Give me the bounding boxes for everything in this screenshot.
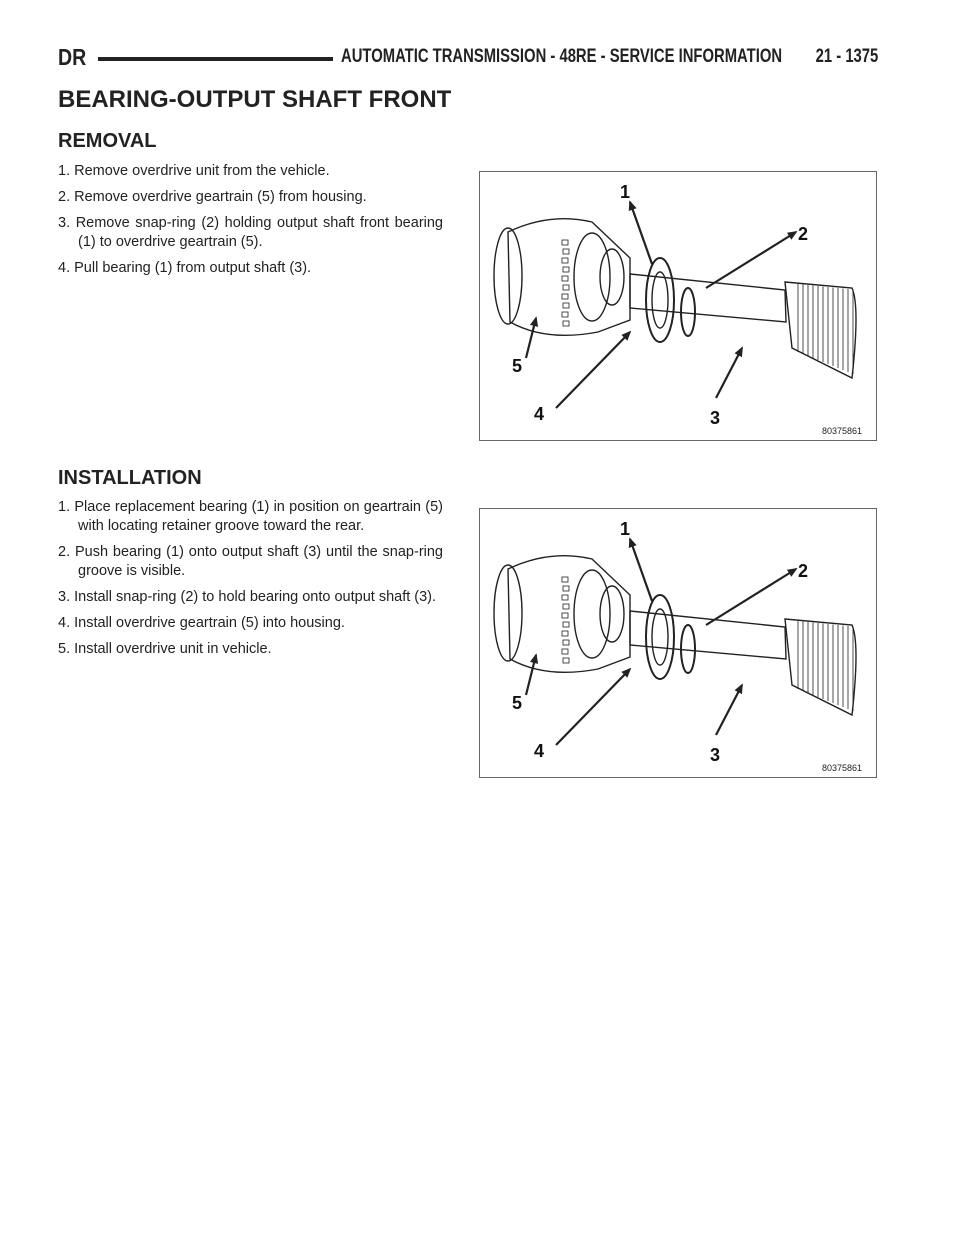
callout-1: 1 xyxy=(620,182,631,202)
geartrain-drum xyxy=(508,219,630,336)
figure-code: 80375861 xyxy=(821,426,862,436)
bearing-inner xyxy=(652,272,668,328)
installation-figure xyxy=(479,508,877,778)
page-title: BEARING-OUTPUT SHAFT FRONT xyxy=(58,86,452,113)
arrow-head xyxy=(531,318,537,326)
snap-ring xyxy=(681,288,695,336)
snap-ring xyxy=(681,625,695,673)
leader-arrow xyxy=(706,232,796,288)
installation-heading: INSTALLATION xyxy=(58,467,202,489)
bearing-outer xyxy=(646,258,674,342)
installation-step: 1. Place replacement bearing (1) in position on geartrain (5) with locating retainer groove toward the rear. xyxy=(58,499,443,534)
removal-step: 4. Pull bearing (1) from output shaft (3). xyxy=(58,260,312,276)
arrow-head xyxy=(630,202,636,210)
removal-figure xyxy=(479,171,877,441)
header-page-number: 21 - 1375 xyxy=(815,46,878,67)
removal-step: 1. Remove overdrive unit from the vehicle. xyxy=(58,163,330,179)
geartrain-drum xyxy=(508,556,630,673)
shaft-splines xyxy=(785,282,856,378)
arrow-head xyxy=(736,348,742,356)
arrow-head xyxy=(788,232,796,239)
page-header xyxy=(58,44,878,74)
installation-step: 5. Install overdrive unit in vehicle. xyxy=(58,641,272,657)
header-model: DR xyxy=(58,44,87,70)
callout-2: 2 xyxy=(798,561,809,581)
removal-heading: REMOVAL xyxy=(58,130,157,152)
callout-2: 2 xyxy=(798,224,809,244)
removal-steps xyxy=(58,162,443,285)
callout-5: 5 xyxy=(512,356,523,376)
header-title: AUTOMATIC TRANSMISSION - 48RE - SERVICE INFORMATION xyxy=(341,46,783,67)
arrow-head xyxy=(531,655,537,663)
leader-arrow xyxy=(556,332,630,408)
installation-step: 2. Push bearing (1) onto output shaft (3) until the snap-ring groove is visible. xyxy=(58,544,443,579)
callout-3: 3 xyxy=(710,745,721,765)
leader-arrow xyxy=(716,348,742,398)
leader-arrow xyxy=(630,539,652,601)
figure-code: 80375861 xyxy=(821,763,862,773)
shaft-bearing-illustration xyxy=(480,172,876,440)
bearing-outer xyxy=(646,595,674,679)
leader-arrow xyxy=(630,202,652,264)
installation-step: 4. Install overdrive geartrain (5) into housing. xyxy=(58,615,345,631)
arrow-head xyxy=(630,539,636,547)
callout-1: 1 xyxy=(620,519,631,539)
shaft-bearing-illustration xyxy=(480,509,876,777)
callout-4: 4 xyxy=(534,404,545,424)
header-rule xyxy=(98,57,333,61)
leader-arrow xyxy=(556,669,630,745)
removal-step: 3. Remove snap-ring (2) holding output shaft front bearing (1) to overdrive geartrain (5). xyxy=(58,215,443,250)
arrow-head xyxy=(736,685,742,693)
bearing-inner xyxy=(652,609,668,665)
shaft-splines xyxy=(785,619,856,715)
removal-step: 2. Remove overdrive geartrain (5) from housing. xyxy=(58,189,367,205)
installation-steps xyxy=(58,498,443,666)
callout-4: 4 xyxy=(534,741,545,761)
callout-3: 3 xyxy=(710,408,721,428)
callout-5: 5 xyxy=(512,693,523,713)
leader-arrow xyxy=(706,569,796,625)
leader-arrow xyxy=(716,685,742,735)
installation-step: 3. Install snap-ring (2) to hold bearing onto output shaft (3). xyxy=(58,589,437,605)
arrow-head xyxy=(788,569,796,576)
